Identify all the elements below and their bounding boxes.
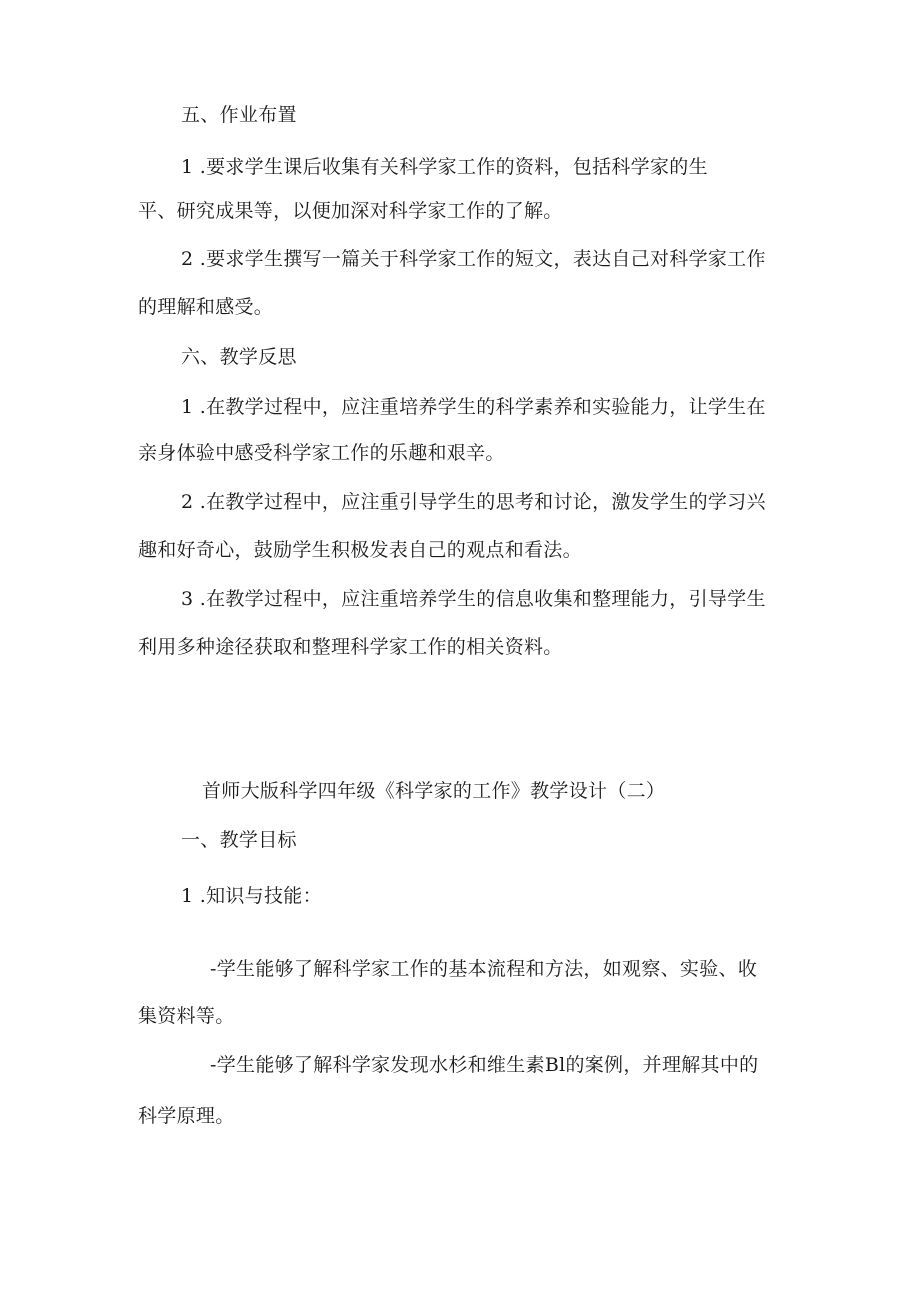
homework-item-2-line-1: 2 .要求学生撰写一篇关于科学家工作的短文，表达自己对科学家工作: [181, 248, 766, 270]
reflection-item-3-line-1: 3 .在教学过程中，应注重培养学生的信息收集和整理能力，引导学生: [181, 588, 766, 610]
goal-item-1-line-1: -学生能够了解科学家工作的基本流程和方法，如观察、实验、收: [210, 958, 758, 980]
reflection-item-2-line-1: 2 .在教学过程中，应注重引导学生的思考和讨论，激发学生的学习兴: [181, 491, 766, 513]
reflection-item-2-line-2: 趣和好奇心，鼓励学生积极发表自己的观点和看法。: [138, 539, 582, 561]
goal-item-1-line-2: 集资料等。: [138, 1005, 235, 1027]
section-heading-homework: 五、作业布置: [181, 104, 297, 126]
section-heading-goals: 一、教学目标: [181, 829, 297, 851]
document-title: 首师大版科学四年级《科学家的工作》教学设计（二）: [202, 780, 666, 802]
reflection-item-3-line-2: 利用多种途径获取和整理科学家工作的相关资料。: [138, 636, 563, 658]
goal-item-2-line-1: -学生能够了解科学家发现水杉和维生素Bl的案例，并理解其中的: [210, 1054, 759, 1076]
homework-item-1-line-1: 1 .要求学生课后收集有关科学家工作的资料，包括科学家的生: [181, 156, 708, 178]
homework-item-2-line-2: 的理解和感受。: [138, 296, 274, 318]
homework-item-1-line-2: 平、研究成果等，以便加深对科学家工作的了解。: [138, 200, 563, 222]
section-heading-reflection: 六、教学反思: [181, 346, 297, 368]
reflection-item-1-line-2: 亲身体验中感受科学家工作的乐趣和艰辛。: [138, 442, 505, 464]
goal-subheading-knowledge: 1 .知识与技能：: [181, 885, 322, 907]
goal-item-2-line-2: 科学原理。: [138, 1105, 235, 1127]
reflection-item-1-line-1: 1 .在教学过程中，应注重培养学生的科学素养和实验能力，让学生在: [181, 396, 766, 418]
